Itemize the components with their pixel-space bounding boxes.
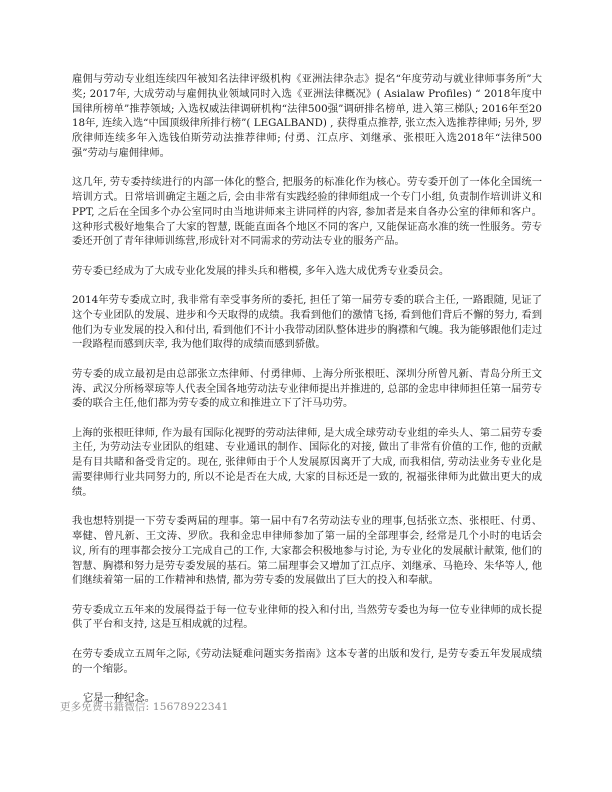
paragraph-directors: 我也想特别提一下劳专委两届的理事。第一届中有7名劳动法专业的理事,包括张立杰、张根旺、付勇、辜健、曾凡新、王文涛、罗欣。我和金忠申律师参加了第一届的全部理事会, 经常是几个小时的电话会议, 所有的理事都会按分工完成自己的工作, 大家都会积极地参与讨论, 为专业化的发展献计献策, 他们的智慧、胸襟和努力是劳专委发展的基石。第二届理事会又增加了江点序、刘继承、马艳玲、朱华等人, 他们继续着第一届的工作精神和热情, 都为劳专委的发展做出了巨大的投入和奉献。 [72, 515, 542, 587]
paragraph-founders: 劳专委的成立最初是由总部张立杰律师、付勇律师、上海分所张根旺、深圳分所曾凡新、青岛分所王文涛、武汉分所杨翠琼等人代表全国各地劳动法专业律师提出并推进的, 总部的金忠申律师担任第一届劳专委的联合主任,他们都为劳专委的成立和推进立下了汗马功劳。 [72, 367, 542, 410]
footer-watermark: 更多免费书籍微信: 15678922341 [60, 701, 229, 713]
paragraph-awards: 雇佣与劳动专业组连续四年被知名法律评级机构《亚洲法律杂志》提名“年度劳动与就业律师事务所”大奖; 2017年, 大成劳动与雇佣执业领域同时入选《亚洲法律概况》( Asialaw Profiles) “ 2018年度中国律所榜单”推荐领域; 入选权威法律调研机构“法律500强”调研排名榜单, 进入第三梯队; 2016年至2018年, 连续入选“中国顶级律所排行榜”( LEGALBAND) , 获得重点推荐, 张立杰入选推荐律师; 另外, 罗欣律师连续多年入选钱伯斯劳动法推荐律师; 付勇、江点序、刘继承、张根旺入选2018年“法律500强”劳动与雇佣律师。 [72, 73, 542, 159]
paragraph-integration: 这几年, 劳专委持续进行的内部一体化的整合, 把服务的标准化作为核心。劳专委开创了一体化全国统一培训方式。日常培训确定主题之后, 会由非常有实践经验的律师组成一个专门小组, 负责制作培训讲义和PPT, 之后在全国多个办公室同时由当地讲师来主讲同样的内容, 参加者是来自各办公室的律师和客户。这种形式极好地集合了大家的智慧, 既能直面各个地区不同的客户, 又能保证高水准的统一性服务。劳专委还开创了青年律师训练营,形成针对不同需求的劳动法专业的服务产品。 [72, 176, 542, 248]
document-body [72, 72, 542, 706]
paragraph-zhang-genwang: 上海的张根旺律师, 作为最有国际化视野的劳动法律师, 是大成全球劳动专业组的牵头人、第二届劳专委主任, 为劳动法专业团队的组建、专业通讯的制作、国际化的对接, 做出了非常有价值的工作, 他的贡献是有目共睹和备受肯定的。现在, 张律师由于个人发展原因离开了大成, 而我相信, 劳动法业务专业化是需要律师行业共同努力的, 所以不论是否在大成, 大家的目标还是一致的, 祝福张律师为此做出更大的成绩。 [72, 426, 542, 498]
paragraph-model-committee: 劳专委已经成为了大成专业化发展的排头兵和楷模, 多年入选大成优秀专业委员会。 [72, 264, 450, 277]
paragraph-book-publication: 在劳专委成立五周年之际,《劳动法疑难问题实务指南》这本专著的出版和发行, 是劳专委五年发展成绩的一个缩影。 [72, 647, 542, 675]
paragraph-five-years: 劳专委成立五年来的发展得益于每一位专业律师的投入和付出, 当然劳专委也为每一位专业律师的成长提供了平台和支持, 这是互相成就的过程。 [72, 603, 542, 631]
closing-line: 它是一种纪念。 [83, 691, 156, 704]
paragraph-founding-2014: 2014年劳专委成立时, 我非常有幸受事务所的委托, 担任了第一届劳专委的联合主任, 一路跟随, 见证了这个专业团队的发展、进步和今天取得的成绩。我看到他们的激情飞扬, 看到他们背后不懈的努力, 看到他们为专业发展的投入和付出, 看到他们不计小我带动团队整体进步的胸襟和气魄。我为能够跟他们走过一段路程而感到庆幸, 我为他们取得的成绩而感到骄傲。 [72, 294, 542, 351]
